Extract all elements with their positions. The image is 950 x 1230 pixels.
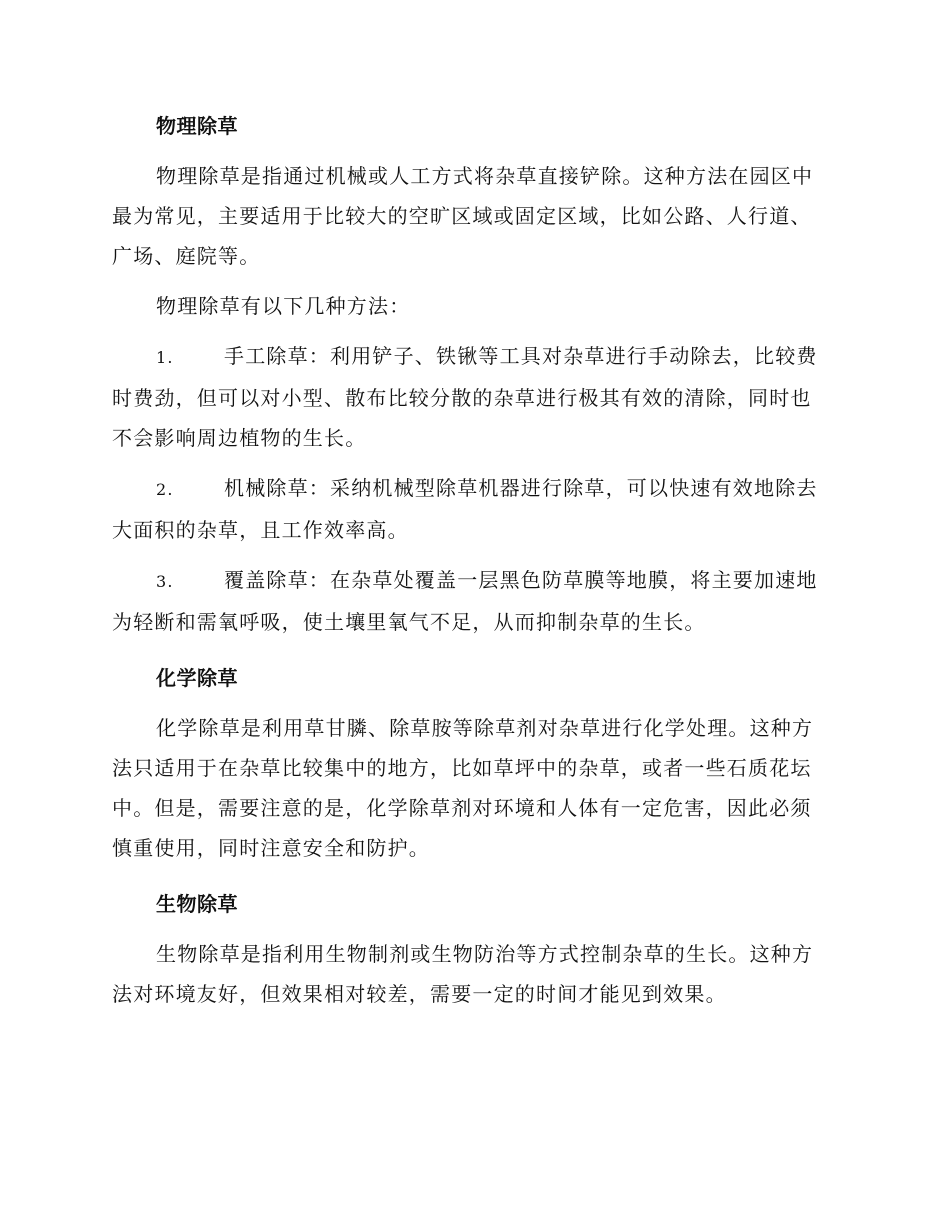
list-number: 2. xyxy=(156,480,174,499)
list-number: 3. xyxy=(156,572,174,591)
list-number: 1. xyxy=(156,348,174,367)
section-heading-biological: 生物除草 xyxy=(156,892,238,916)
list-item-text: 手工除草：利用铲子、铁锹等工具对杂草进行手动除去，比较费时费劲，但可以对小型、散布比较分散的杂草进行极其有效的清除，同时也不会影响周边植物的生长。 xyxy=(112,344,818,450)
paragraph-chemical: 化学除草是利用草甘膦、除草胺等除草剂对杂草进行化学处理。这种方法只适用于在杂草比较集中的地方，比如草坪中的杂草，或者一些石质花坛中。但是，需要注意的是，化学除草剂对环境和人体有一定危害，因此必须慎重使用，同时注意安全和防护。 xyxy=(112,716,814,860)
section-heading-physical: 物理除草 xyxy=(156,114,238,138)
list-item-manual xyxy=(112,336,832,458)
list-item-covering xyxy=(112,560,832,642)
document-page xyxy=(112,112,832,1014)
paragraph-physical-intro: 物理除草是指通过机械或人工方式将杂草直接铲除。这种方法在园区中最为常见，主要适用于比较大的空旷区域或固定区域，比如公路、人行道、广场、庭院等。 xyxy=(112,164,814,268)
paragraph-biological: 生物除草是指利用生物制剂或生物防治等方式控制杂草的生长。这种方法对环境友好，但效果相对较差，需要一定的时间才能见到效果。 xyxy=(112,942,814,1006)
list-item-text: 机械除草：采纳机械型除草机器进行除草，可以快速有效地除去大面积的杂草，且工作效率高。 xyxy=(112,476,818,542)
list-item-mechanical xyxy=(112,468,832,550)
list-item-text: 覆盖除草：在杂草处覆盖一层黑色防草膜等地膜，将主要加速地为轻断和需氧呼吸，使土壤里氧气不足，从而抑制杂草的生长。 xyxy=(112,568,818,634)
section-heading-chemical: 化学除草 xyxy=(156,666,238,690)
paragraph-physical-methods: 物理除草有以下几种方法： xyxy=(156,294,411,318)
